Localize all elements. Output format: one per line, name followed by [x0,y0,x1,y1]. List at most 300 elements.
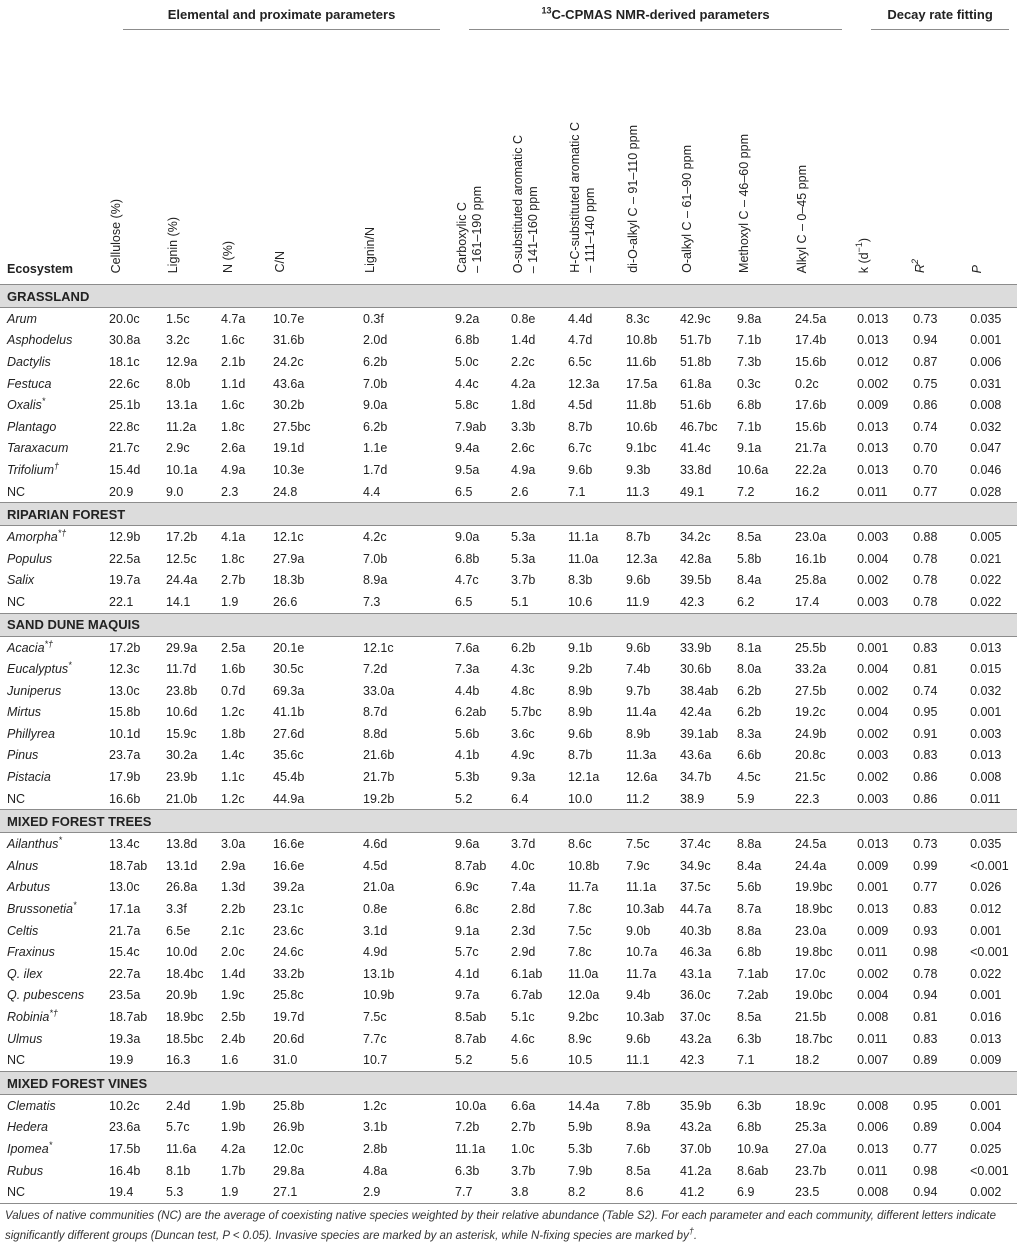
table-cell: 23.9b [166,770,198,785]
table-cell: 7.2b [455,1120,480,1135]
table-cell: 0.89 [906,1049,963,1071]
table-cell: 4.7d [568,333,593,348]
table-cell: 27.6d [273,726,305,741]
table-cell: 0.015 [970,662,1002,677]
table-cell: 11.1a [568,530,599,545]
table-cell: 8.5ab [455,1010,487,1025]
table-cell: 4.4c [455,376,479,391]
table-cell: 25.3a [795,1120,827,1135]
table-cell: 0.003 [857,530,889,545]
table-cell: 8.9b [568,683,593,698]
table-cell: 0.91 [913,726,938,741]
table-cell: 11.1 [619,1049,673,1071]
species-name: Arum [7,311,37,326]
table-cell: 0.3c [737,376,761,391]
table-cell: 4.1d [455,966,480,981]
table-cell: 0.78 [913,551,938,566]
table-cell: 0.008 [857,1098,889,1113]
table-cell: 5.6b [455,726,480,741]
table-cell: 10.0 [561,788,619,810]
table-cell: 8.5a [737,530,762,545]
table-row [0,680,1017,702]
species-name: Acacia*† [7,638,54,655]
table-cell: 16.1b [795,551,827,566]
table-cell: 38.9 [673,788,730,810]
table-cell: 8.3a [737,726,762,741]
table-cell: 1.9 [214,591,266,613]
table-cell: 21.6b [363,748,395,763]
table-cell: 2.9d [511,945,536,960]
table-cell: 20.6d [273,1031,305,1046]
table-cell: 29.9a [166,640,198,655]
table-cell: 0.008 [970,770,1002,785]
table-row [0,438,1017,460]
table-cell: 0.009 [857,398,889,413]
table-cell: 21.5b [795,1010,827,1025]
table-cell: 19.3a [109,1031,141,1046]
table-cell: 12.3a [626,551,658,566]
table-cell: 43.2a [680,1120,712,1135]
table-cell: 41.2 [673,1181,730,1203]
table-cell: 9.3b [626,462,651,477]
table-cell: 6.5 [448,591,504,613]
table-row [0,1028,1017,1050]
table-cell: 10.1d [109,726,141,741]
table-cell: 9.0a [363,398,388,413]
table-cell: 8.2 [561,1181,619,1203]
table-cell: 6.3b [737,1098,762,1113]
table-cell: 4.3c [511,662,535,677]
table-cell: 22.1 [102,591,159,613]
table-cell: 10.0d [166,945,198,960]
table-cell: 9.3a [511,770,536,785]
species-name: Robinia*† [7,1007,58,1025]
table-cell: 0.87 [913,354,938,369]
table-cell: 12.1c [363,640,394,655]
table-cell: 0.011 [857,1163,888,1178]
table-cell: 20.0c [109,311,140,326]
table-cell: 0.013 [970,1031,1002,1046]
table-cell: 31.0 [266,1049,356,1071]
table-cell: 24.9b [795,726,827,741]
table-cell: 1.1e [363,441,388,456]
table-cell: 7.2d [363,662,388,677]
col-lignin: Lignin (%) [159,36,214,285]
col-cellulose: Cellulose (%) [102,36,159,285]
table-cell: 3.1d [363,923,388,938]
table-cell: 1.4d [511,333,536,348]
table-cell: 23.1c [273,902,304,917]
table-cell: 0.004 [857,662,889,677]
table-cell: 21.0b [159,788,214,810]
table-cell: 0.013 [857,837,889,852]
table-cell: 9.8a [737,311,762,326]
table-cell: 33.9b [680,640,712,655]
section-title: RIPARIAN FOREST [0,503,1017,526]
table-cell: 10.6 [561,591,619,613]
table-cell: 19.9 [102,1049,159,1071]
table-cell: 35.6c [273,748,304,763]
table-cell: 37.0c [680,1010,711,1025]
table-cell: 33.2b [273,966,305,981]
table-cell: 7.8b [626,1098,651,1113]
table-cell: 9.7b [626,683,651,698]
table-cell: 37.4c [680,837,711,852]
table-cell: 19.7a [109,573,141,588]
table-row [0,898,1017,920]
table-cell: 8.7ab [455,1031,487,1046]
table-cell: 0.022 [963,591,1017,613]
table-cell: 21.5c [795,770,826,785]
table-cell: 1.6c [221,333,245,348]
table-cell: 21.7b [363,770,395,785]
table-cell: 0.86 [913,770,938,785]
table-cell: 7.4b [626,662,651,677]
table-cell: 18.1c [109,354,140,369]
table-cell: 1.7d [363,462,388,477]
table-cell: 22.7a [109,966,141,981]
table-cell: 10.2c [109,1098,140,1113]
table-cell: 8.6ab [737,1163,769,1178]
table-cell: 8.0b [166,376,191,391]
table-cell: 20.9 [102,481,159,503]
table-cell: 6.2b [511,640,536,655]
table-cell: 19.4 [102,1181,159,1203]
table-cell: 27.5b [795,683,827,698]
table-cell: 0.003 [850,788,906,810]
table-cell: 9.4a [455,441,480,456]
col-o-alkyl: O-alkyl C – 61–90 ppm [673,36,730,285]
table-cell: 9.1bc [626,441,657,456]
table-cell: 0.78 [913,573,938,588]
table-cell: 6.2 [730,591,788,613]
table-cell: 36.0c [680,988,711,1003]
table-cell: 18.9bc [795,902,833,917]
table-cell: 9.1b [568,640,593,655]
species-name: Phillyrea [7,726,55,741]
table-cell: 5.2 [448,788,504,810]
table-cell: 8.7b [626,530,651,545]
table-cell: 0.98 [913,945,938,960]
table-cell: 7.2 [730,481,788,503]
table-row [0,985,1017,1007]
species-name: Festuca [7,376,52,391]
table-row [0,1006,1017,1028]
table-cell: 0.001 [970,1098,1002,1113]
table-cell: 6.8b [737,1120,762,1135]
table-cell: 2.8d [511,902,536,917]
table-cell: 0.047 [970,441,1002,456]
table-cell: 0.021 [970,551,1002,566]
table-cell: 0.005 [970,530,1002,545]
table-cell: 18.2 [788,1049,850,1071]
table-cell: 0.004 [970,1120,1002,1135]
table-cell: 3.7b [511,573,536,588]
table-cell: 2.9 [356,1181,448,1203]
table-cell: 7.5c [626,837,650,852]
table-cell: 24.8 [266,481,356,503]
species-name: Q. pubescens [7,988,85,1003]
table-cell: 1.9b [221,1098,246,1113]
section-title: MIXED FOREST TREES [0,810,1017,833]
table-cell: 0.83 [913,1031,938,1046]
section-title: SAND DUNE MAQUIS [0,613,1017,636]
section-title: GRASSLAND [0,285,1017,308]
table-cell: 15.4d [109,462,141,477]
table-cell: 1.2c [214,788,266,810]
table-body [0,285,1017,1204]
table-cell: 20.1e [273,640,305,655]
table-cell: 18.7bc [795,1031,833,1046]
table-cell: 6.3b [455,1163,480,1178]
table-cell: 0.001 [970,923,1002,938]
table-cell: 15.4c [109,945,140,960]
table-cell: 17.6b [795,398,827,413]
species-name: Fraxinus [7,945,55,960]
table-cell: 0.016 [970,1010,1002,1025]
table-cell: 26.8a [166,880,198,895]
table-cell: 0.011 [963,788,1017,810]
species-name: Arbutus [7,880,51,895]
col-p: P [963,36,1017,285]
table-cell: 12.0a [568,988,600,1003]
table-cell: 5.3b [568,1141,593,1156]
table-cell: 12.3c [109,662,140,677]
table-row [0,963,1017,985]
table-cell: 0.002 [857,726,889,741]
table-cell: 17.9b [109,770,141,785]
table-cell: 7.5c [363,1010,387,1025]
table-cell: 69.3a [273,683,305,698]
col-hc-substituted: H-C-substituted aromatic C – 111–140 ppm [561,36,619,285]
table-cell: 7.4a [511,880,536,895]
table-cell: 17.5b [109,1141,141,1156]
table-cell: 8.7b [568,748,593,763]
table-cell: 0.006 [970,354,1002,369]
species-name: Rubus [7,1163,44,1178]
species-name: Hedera [7,1120,48,1135]
table-cell: 7.3 [356,591,448,613]
species-mark: * [41,396,46,407]
table-cell: 35.9b [680,1098,712,1113]
table-cell: 10.6b [626,419,658,434]
table-cell: 0.013 [857,419,889,434]
table-cell: 1.6 [214,1049,266,1071]
table-cell: 0.93 [913,923,938,938]
table-row [0,459,1017,481]
table-cell: 1.8b [221,726,246,741]
table-row [0,745,1017,767]
table-cell: 8.1a [737,640,762,655]
table-cell: 8.5a [626,1163,651,1178]
table-cell: 8.6 [619,1181,673,1203]
table-cell: 46.3a [680,945,712,960]
table-cell: 1.1d [221,376,246,391]
table-cell: 3.3b [511,419,536,434]
table-cell: 7.0b [363,376,388,391]
table-row [0,766,1017,788]
table-cell: 5.3b [455,770,480,785]
table-cell: 13.1a [166,398,198,413]
species-name: NC [0,788,102,810]
table-cell: 22.8c [109,419,140,434]
table-cell: 6.9c [455,880,479,895]
table-cell: 0.95 [913,705,938,720]
table-cell: 6.5e [166,923,191,938]
table-cell: 0.022 [970,966,1002,981]
table-cell: 12.3a [568,376,600,391]
species-mark: * [58,835,62,846]
col-ecosystem: Ecosystem [0,36,102,285]
table-row [0,788,1017,810]
col-k: k $(d^{-1})$ [850,36,906,285]
table-cell: 4.9a [221,462,246,477]
species-name: Asphodelus [7,333,73,348]
table-cell: 12.1c [273,530,304,545]
table-cell: 2.0d [363,333,388,348]
table-cell: 0.035 [970,311,1002,326]
table-cell: 43.2a [680,1031,712,1046]
table-cell: 3.7d [511,837,536,852]
table-cell: 8.9b [568,705,593,720]
table-cell: 42.3 [673,1049,730,1071]
table-cell: 16.6b [102,788,159,810]
table-cell: 24.2c [273,354,304,369]
table-cell: 1.9c [221,988,245,1003]
table-cell: 4.2a [221,1141,246,1156]
table-cell: 42.8a [680,551,712,566]
table-cell: 0.013 [857,311,889,326]
group-nmr: $^{13}$C-CPMAS NMR-derived parameters [448,0,850,36]
table-row [0,636,1017,658]
table-cell: 25.8a [795,573,827,588]
table-cell: 10.0a [455,1098,487,1113]
species-mark: * [48,1139,53,1150]
table-row [0,723,1017,745]
table-row [0,394,1017,416]
col-n: N (%) [214,36,266,285]
table-cell: 19.2b [356,788,448,810]
table-cell: 6.7ab [511,988,543,1003]
table-cell: 12.0c [273,1141,304,1156]
table-cell: 18.3b [273,573,305,588]
table-cell: 11.0a [568,966,599,981]
table-cell: 0.035 [970,837,1002,852]
table-cell: 0.77 [913,1141,938,1156]
table-cell: 0.2c [795,376,819,391]
table-cell: 0.78 [906,591,963,613]
table-cell: 7.7c [363,1031,387,1046]
table-cell: 11.6a [166,1141,197,1156]
table-cell: 0.95 [913,1098,938,1113]
table-cell: 0.7d [221,683,246,698]
table-cell: 24.4a [166,573,198,588]
table-cell: 8.3c [626,311,650,326]
table-cell: 33.0a [363,683,395,698]
table-cell: 12.6a [626,770,658,785]
table-cell: 17.2b [109,640,141,655]
table-cell: 0.74 [913,683,938,698]
table-cell: 20.9b [166,988,198,1003]
table-cell: 5.7c [166,1120,190,1135]
table-cell: 19.0bc [795,988,833,1003]
table-cell: 42.4a [680,705,712,720]
table-cell: 41.1b [273,705,305,720]
table-cell: 0.83 [913,748,938,763]
table-cell: 0.002 [857,683,889,698]
table-cell: 24.4a [795,858,827,873]
table-cell: 2.3d [511,923,536,938]
species-mark: *† [49,1007,58,1018]
table-cell: 27.9a [273,551,305,566]
table-row [0,570,1017,592]
table-cell: 1.2c [363,1098,387,1113]
table-cell: 8.7a [737,902,762,917]
table-cell: 18.4bc [166,966,204,981]
table-cell: 0.001 [970,333,1002,348]
table-cell: 3.0a [221,837,246,852]
table-cell: 39.1ab [680,726,719,741]
table-cell: 19.7d [273,1010,305,1025]
table-cell: 4.7c [455,573,479,588]
table-cell: 7.6b [626,1141,651,1156]
table-cell: 1.9 [214,1181,266,1203]
table-cell: 4.5d [568,398,593,413]
table-cell: 0.002 [963,1181,1017,1203]
table-cell: 7.1b [737,419,762,434]
table-cell: 18.9c [795,1098,826,1113]
species-name: Mirtus [7,705,42,720]
table-row [0,1117,1017,1139]
table-cell: 0.032 [970,419,1002,434]
table-cell: 43.1a [680,966,712,981]
table-cell: 45.4b [273,770,305,785]
table-cell: 0.013 [970,640,1002,655]
table-cell: 9.6b [626,640,651,655]
col-r2: $R^2$ [906,36,963,285]
table-cell: 30.6b [680,662,712,677]
table-cell: 0.002 [857,573,889,588]
table-cell: 1.8d [511,398,536,413]
table-cell: 9.6b [626,1031,651,1046]
table-cell: 0.94 [913,333,938,348]
table-cell: 0.81 [913,662,938,677]
table-cell: 0.011 [850,481,906,503]
species-name: Taraxacum [7,441,69,456]
table-cell: 5.3a [511,551,536,566]
table-cell: 7.8c [568,902,592,917]
table-cell: 4.6c [511,1031,535,1046]
table-cell: 0.8e [511,311,536,326]
species-name: Brussonetia* [7,899,77,917]
table-cell: 0.94 [906,1181,963,1203]
table-cell: 31.6b [273,333,305,348]
table-cell: 11.0a [568,551,599,566]
table-cell: 0.3f [363,311,384,326]
table-cell: 0.013 [857,441,889,456]
table-cell: 0.83 [913,902,938,917]
species-name: NC [0,1049,102,1071]
table-cell: 38.4ab [680,683,719,698]
table-cell: 2.2c [511,354,535,369]
table-cell: 6.8c [455,902,479,917]
table-cell: 23.7a [109,748,141,763]
table-cell: 8.9b [626,726,651,741]
section-row [0,1072,1017,1095]
table-cell: 39.5b [680,573,712,588]
table-cell: 8.1b [166,1163,191,1178]
table-row [0,373,1017,395]
